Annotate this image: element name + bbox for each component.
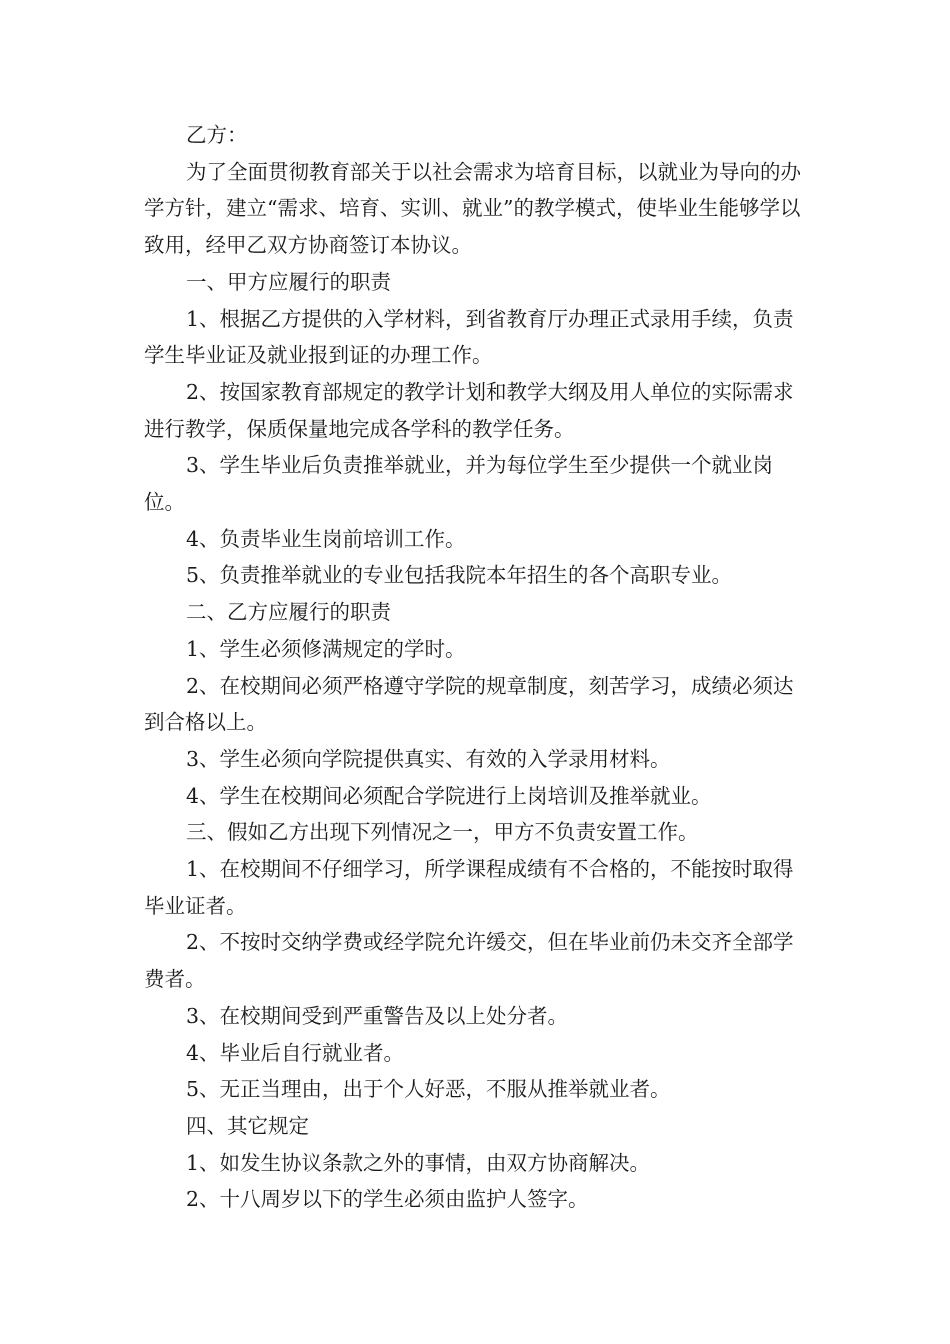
clause-paragraph: 3、学生毕业后负责推举就业，并为每位学生至少提供一个就业岗位。 [144, 453, 774, 515]
clause-paragraph: 4、毕业后自行就业者。 [186, 1040, 405, 1065]
clause-paragraph: 1、如发生协议条款之外的事情，由双方协商解决。 [186, 1150, 651, 1175]
clause-paragraph: 5、无正当理由，出于个人好恶，不服从推举就业者。 [186, 1077, 671, 1102]
document-body [144, 117, 814, 1218]
section-heading-exclusions: 三、假如乙方出现下列情况之一，甲方不负责安置工作。 [186, 820, 699, 845]
section-heading-party-b: 二、乙方应履行的职责 [186, 600, 392, 625]
party-b-label: 乙方： [186, 123, 248, 147]
clause-paragraph: 3、在校期间受到严重警告及以上处分者。 [186, 1003, 569, 1028]
preamble-paragraph: 为了全面贯彻教育部关于以社会需求为培育目标，以就业为导向的办学方针，建立“需求、培育、实训、就业”的教学模式，使毕业生能够学以致用，经甲乙双方协商签订本协议。 [144, 159, 802, 258]
clause-paragraph: 2、按国家教育部规定的教学计划和教学大纲及用人单位的实际需求进行教学，保质保量地完成各学科的教学任务。 [144, 379, 794, 441]
clause-paragraph: 1、根据乙方提供的入学材料，到省教育厅办理正式录用手续，负责学生毕业证及就业报到证的办理工作。 [144, 306, 794, 368]
clause-paragraph: 1、在校期间不仔细学习，所学课程成绩有不合格的，不能按时取得毕业证者。 [144, 857, 794, 918]
clause-paragraph: 4、学生在校期间必须配合学院进行上岗培训及推举就业。 [186, 783, 712, 808]
clause-paragraph: 5、负责推举就业的专业包括我院本年招生的各个高职专业。 [186, 563, 733, 588]
clause-paragraph: 2、不按时交纳学费或经学院允许缓交，但在毕业前仍未交齐全部学费者。 [144, 930, 794, 992]
section-heading-party-a: 一、甲方应履行的职责 [186, 269, 392, 294]
clause-paragraph: 4、负责毕业生岗前培训工作。 [186, 526, 466, 551]
clause-paragraph: 2、在校期间必须严格遵守学院的规章制度，刻苦学习，成绩必须达到合格以上。 [144, 673, 794, 735]
clause-paragraph: 3、学生必须向学院提供真实、有效的入学录用材料。 [186, 746, 671, 771]
section-heading-other: 四、其它规定 [186, 1113, 310, 1138]
clause-paragraph: 1、学生必须修满规定的学时。 [186, 636, 466, 661]
clause-paragraph: 2、十八周岁以下的学生必须由监护人签字。 [186, 1187, 589, 1212]
